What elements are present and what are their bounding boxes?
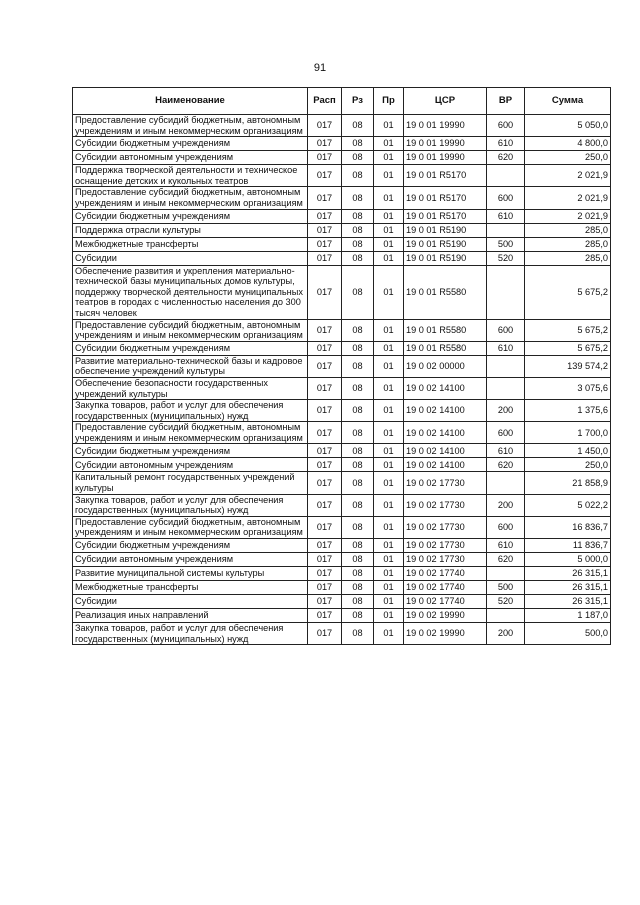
header-vr: ВР [487, 88, 525, 115]
cell-sum: 1 187,0 [525, 609, 611, 623]
cell-name: Субсидии [73, 251, 308, 265]
cell-csr: 19 0 01 R5190 [404, 237, 487, 251]
cell-rz: 08 [342, 251, 374, 265]
header-csr: ЦСР [404, 88, 487, 115]
table-row [73, 553, 611, 567]
cell-sum: 2 021,9 [525, 209, 611, 223]
cell-rz: 08 [342, 422, 374, 444]
cell-sum: 5 000,0 [525, 553, 611, 567]
cell-pr: 01 [374, 319, 404, 341]
cell-pr: 01 [374, 567, 404, 581]
cell-pr: 01 [374, 472, 404, 494]
table-row [73, 151, 611, 165]
cell-vr [487, 472, 525, 494]
cell-csr: 19 0 02 19990 [404, 609, 487, 623]
cell-vr: 610 [487, 137, 525, 151]
cell-vr: 600 [487, 516, 525, 538]
table-row [73, 539, 611, 553]
table-row [73, 623, 611, 645]
cell-rz: 08 [342, 472, 374, 494]
cell-rasp: 017 [308, 422, 342, 444]
table-row [73, 319, 611, 341]
header-name: Наименование [73, 88, 308, 115]
cell-rz: 08 [342, 553, 374, 567]
cell-rasp: 017 [308, 567, 342, 581]
cell-rasp: 017 [308, 319, 342, 341]
cell-sum: 2 021,9 [525, 165, 611, 187]
cell-rz: 08 [342, 151, 374, 165]
cell-sum: 500,0 [525, 623, 611, 645]
cell-csr: 19 0 01 R5580 [404, 319, 487, 341]
cell-name: Субсидии бюджетным учреждениям [73, 341, 308, 355]
cell-rasp: 017 [308, 623, 342, 645]
cell-sum: 3 075,6 [525, 377, 611, 399]
cell-pr: 01 [374, 209, 404, 223]
page-number: 91 [313, 62, 327, 74]
cell-csr: 19 0 01 R5170 [404, 165, 487, 187]
cell-name: Предоставление субсидий бюджетным, автономным учреждениям и иным некоммерческим организациям [73, 422, 308, 444]
cell-name: Закупка товаров, работ и услуг для обеспечения государственных (муниципальных) нужд [73, 623, 308, 645]
cell-rz: 08 [342, 341, 374, 355]
cell-rasp: 017 [308, 151, 342, 165]
cell-csr: 19 0 01 19990 [404, 115, 487, 137]
cell-pr: 01 [374, 377, 404, 399]
cell-csr: 19 0 01 R5580 [404, 341, 487, 355]
cell-rasp: 017 [308, 539, 342, 553]
cell-name: Развитие муниципальной системы культуры [73, 567, 308, 581]
cell-sum: 2 021,9 [525, 187, 611, 209]
table-row [73, 165, 611, 187]
cell-name: Субсидии автономным учреждениям [73, 151, 308, 165]
cell-pr: 01 [374, 581, 404, 595]
cell-pr: 01 [374, 422, 404, 444]
cell-csr: 19 0 02 14100 [404, 458, 487, 472]
cell-csr: 19 0 01 R5190 [404, 223, 487, 237]
table-body [73, 115, 611, 645]
cell-vr [487, 355, 525, 377]
cell-pr: 01 [374, 223, 404, 237]
cell-vr: 610 [487, 209, 525, 223]
table-row [73, 595, 611, 609]
cell-vr: 610 [487, 341, 525, 355]
cell-rasp: 017 [308, 187, 342, 209]
cell-vr [487, 567, 525, 581]
cell-rz: 08 [342, 187, 374, 209]
cell-name: Субсидии бюджетным учреждениям [73, 209, 308, 223]
cell-vr: 610 [487, 539, 525, 553]
cell-vr: 200 [487, 623, 525, 645]
table-row [73, 567, 611, 581]
header-row [73, 88, 611, 115]
cell-vr [487, 223, 525, 237]
cell-sum: 250,0 [525, 151, 611, 165]
cell-rz: 08 [342, 209, 374, 223]
cell-sum: 285,0 [525, 237, 611, 251]
cell-sum: 1 700,0 [525, 422, 611, 444]
cell-csr: 19 0 02 14100 [404, 422, 487, 444]
cell-csr: 19 0 02 14100 [404, 400, 487, 422]
cell-name: Субсидии бюджетным учреждениям [73, 444, 308, 458]
cell-name: Субсидии бюджетным учреждениям [73, 539, 308, 553]
table-row [73, 209, 611, 223]
cell-pr: 01 [374, 137, 404, 151]
cell-rz: 08 [342, 137, 374, 151]
cell-pr: 01 [374, 115, 404, 137]
table-row [73, 581, 611, 595]
cell-sum: 5 022,2 [525, 494, 611, 516]
cell-rasp: 017 [308, 553, 342, 567]
cell-rz: 08 [342, 165, 374, 187]
cell-rasp: 017 [308, 609, 342, 623]
cell-csr: 19 0 02 14100 [404, 444, 487, 458]
cell-name: Реализация иных направлений [73, 609, 308, 623]
cell-rz: 08 [342, 377, 374, 399]
cell-name: Субсидии бюджетным учреждениям [73, 137, 308, 151]
cell-rasp: 017 [308, 115, 342, 137]
table-row [73, 355, 611, 377]
cell-sum: 26 315,1 [525, 567, 611, 581]
cell-vr [487, 609, 525, 623]
cell-vr: 520 [487, 251, 525, 265]
cell-vr: 200 [487, 494, 525, 516]
cell-vr: 600 [487, 422, 525, 444]
table-row [73, 494, 611, 516]
cell-pr: 01 [374, 595, 404, 609]
cell-rasp: 017 [308, 400, 342, 422]
cell-pr: 01 [374, 539, 404, 553]
cell-sum: 26 315,1 [525, 581, 611, 595]
cell-csr: 19 0 02 17730 [404, 516, 487, 538]
cell-name: Предоставление субсидий бюджетным, автономным учреждениям и иным некоммерческим организациям [73, 187, 308, 209]
cell-name: Предоставление субсидий бюджетным, автономным учреждениям и иным некоммерческим организациям [73, 115, 308, 137]
cell-rasp: 017 [308, 251, 342, 265]
cell-vr: 200 [487, 400, 525, 422]
cell-pr: 01 [374, 355, 404, 377]
cell-rasp: 017 [308, 237, 342, 251]
table-row [73, 400, 611, 422]
cell-vr [487, 265, 525, 319]
cell-sum: 5 675,2 [525, 265, 611, 319]
cell-rasp: 017 [308, 341, 342, 355]
cell-pr: 01 [374, 444, 404, 458]
header-pr: Пр [374, 88, 404, 115]
cell-rasp: 017 [308, 516, 342, 538]
cell-vr: 520 [487, 595, 525, 609]
cell-csr: 19 0 02 17730 [404, 472, 487, 494]
table-row [73, 458, 611, 472]
cell-name: Субсидии автономным учреждениям [73, 458, 308, 472]
cell-rasp: 017 [308, 494, 342, 516]
table-row [73, 187, 611, 209]
cell-vr: 600 [487, 115, 525, 137]
cell-sum: 5 675,2 [525, 319, 611, 341]
cell-rz: 08 [342, 355, 374, 377]
table-row [73, 237, 611, 251]
cell-vr: 620 [487, 458, 525, 472]
cell-vr: 610 [487, 444, 525, 458]
cell-sum: 250,0 [525, 458, 611, 472]
cell-rz: 08 [342, 539, 374, 553]
table-row [73, 472, 611, 494]
table-row [73, 377, 611, 399]
cell-pr: 01 [374, 341, 404, 355]
cell-name: Межбюджетные трансферты [73, 237, 308, 251]
cell-vr [487, 377, 525, 399]
table-row [73, 444, 611, 458]
cell-rasp: 017 [308, 595, 342, 609]
cell-rasp: 017 [308, 355, 342, 377]
cell-sum: 11 836,7 [525, 539, 611, 553]
table-row [73, 115, 611, 137]
cell-csr: 19 0 02 14100 [404, 377, 487, 399]
cell-rz: 08 [342, 223, 374, 237]
table-row [73, 251, 611, 265]
table-row [73, 223, 611, 237]
cell-name: Капитальный ремонт государственных учреждений культуры [73, 472, 308, 494]
cell-pr: 01 [374, 494, 404, 516]
cell-vr: 620 [487, 151, 525, 165]
cell-rasp: 017 [308, 223, 342, 237]
cell-vr [487, 165, 525, 187]
cell-rz: 08 [342, 400, 374, 422]
cell-sum: 16 836,7 [525, 516, 611, 538]
cell-pr: 01 [374, 516, 404, 538]
cell-rz: 08 [342, 581, 374, 595]
table-row [73, 341, 611, 355]
table-row [73, 609, 611, 623]
cell-sum: 285,0 [525, 223, 611, 237]
cell-csr: 19 0 02 17740 [404, 567, 487, 581]
cell-pr: 01 [374, 251, 404, 265]
cell-csr: 19 0 02 17730 [404, 539, 487, 553]
cell-rasp: 017 [308, 458, 342, 472]
cell-csr: 19 0 01 19990 [404, 137, 487, 151]
cell-rasp: 017 [308, 165, 342, 187]
cell-csr: 19 0 02 00000 [404, 355, 487, 377]
cell-sum: 4 800,0 [525, 137, 611, 151]
cell-rz: 08 [342, 319, 374, 341]
cell-pr: 01 [374, 623, 404, 645]
cell-name: Поддержка отрасли культуры [73, 223, 308, 237]
cell-pr: 01 [374, 151, 404, 165]
cell-rz: 08 [342, 458, 374, 472]
cell-rasp: 017 [308, 377, 342, 399]
cell-name: Субсидии [73, 595, 308, 609]
cell-name: Поддержка творческой деятельности и техническое оснащение детских и кукольных театров [73, 165, 308, 187]
cell-rasp: 017 [308, 444, 342, 458]
header-sum: Сумма [525, 88, 611, 115]
table-row [73, 516, 611, 538]
cell-vr: 620 [487, 553, 525, 567]
cell-rasp: 017 [308, 581, 342, 595]
cell-name: Субсидии автономным учреждениям [73, 553, 308, 567]
cell-name: Предоставление субсидий бюджетным, автономным учреждениям и иным некоммерческим организациям [73, 319, 308, 341]
header-rz: Рз [342, 88, 374, 115]
table-row [73, 137, 611, 151]
cell-pr: 01 [374, 400, 404, 422]
cell-sum: 139 574,2 [525, 355, 611, 377]
cell-name: Закупка товаров, работ и услуг для обеспечения государственных (муниципальных) нужд [73, 400, 308, 422]
cell-vr: 600 [487, 187, 525, 209]
cell-csr: 19 0 01 R5170 [404, 209, 487, 223]
cell-csr: 19 0 01 19990 [404, 151, 487, 165]
cell-csr: 19 0 02 17740 [404, 581, 487, 595]
cell-rz: 08 [342, 444, 374, 458]
cell-vr: 500 [487, 237, 525, 251]
cell-sum: 1 375,6 [525, 400, 611, 422]
cell-rz: 08 [342, 595, 374, 609]
cell-rasp: 017 [308, 265, 342, 319]
cell-name: Межбюджетные трансферты [73, 581, 308, 595]
cell-name: Закупка товаров, работ и услуг для обеспечения государственных (муниципальных) нужд [73, 494, 308, 516]
cell-rasp: 017 [308, 472, 342, 494]
cell-vr: 600 [487, 319, 525, 341]
cell-sum: 1 450,0 [525, 444, 611, 458]
cell-pr: 01 [374, 609, 404, 623]
cell-pr: 01 [374, 187, 404, 209]
cell-rz: 08 [342, 237, 374, 251]
cell-sum: 26 315,1 [525, 595, 611, 609]
cell-csr: 19 0 02 17740 [404, 595, 487, 609]
cell-sum: 21 858,9 [525, 472, 611, 494]
cell-rz: 08 [342, 567, 374, 581]
cell-pr: 01 [374, 237, 404, 251]
table-row [73, 422, 611, 444]
cell-name: Предоставление субсидий бюджетным, автономным учреждениям и иным некоммерческим организациям [73, 516, 308, 538]
cell-pr: 01 [374, 458, 404, 472]
cell-vr: 500 [487, 581, 525, 595]
budget-table [72, 87, 611, 645]
cell-rz: 08 [342, 494, 374, 516]
cell-csr: 19 0 01 R5580 [404, 265, 487, 319]
cell-rz: 08 [342, 115, 374, 137]
cell-pr: 01 [374, 553, 404, 567]
cell-csr: 19 0 02 19990 [404, 623, 487, 645]
cell-csr: 19 0 02 17730 [404, 553, 487, 567]
cell-rz: 08 [342, 516, 374, 538]
cell-rasp: 017 [308, 209, 342, 223]
cell-name: Обеспечение безопасности государственных учреждений культуры [73, 377, 308, 399]
cell-rz: 08 [342, 609, 374, 623]
cell-sum: 5 050,0 [525, 115, 611, 137]
cell-csr: 19 0 01 R5170 [404, 187, 487, 209]
cell-sum: 285,0 [525, 251, 611, 265]
cell-rasp: 017 [308, 137, 342, 151]
cell-name: Развитие материально-технической базы и кадровое обеспечение учреждений культуры [73, 355, 308, 377]
table-row [73, 265, 611, 319]
cell-csr: 19 0 01 R5190 [404, 251, 487, 265]
cell-csr: 19 0 02 17730 [404, 494, 487, 516]
cell-pr: 01 [374, 165, 404, 187]
header-rasp: Расп [308, 88, 342, 115]
cell-name: Обеспечение развития и укрепления материально-технической базы муниципальных домов культуры, поддержку творческой деятельности муниципальных театров в городах с численностью населения до 300 тысяч человек [73, 265, 308, 319]
cell-rz: 08 [342, 623, 374, 645]
cell-sum: 5 675,2 [525, 341, 611, 355]
cell-rz: 08 [342, 265, 374, 319]
cell-pr: 01 [374, 265, 404, 319]
